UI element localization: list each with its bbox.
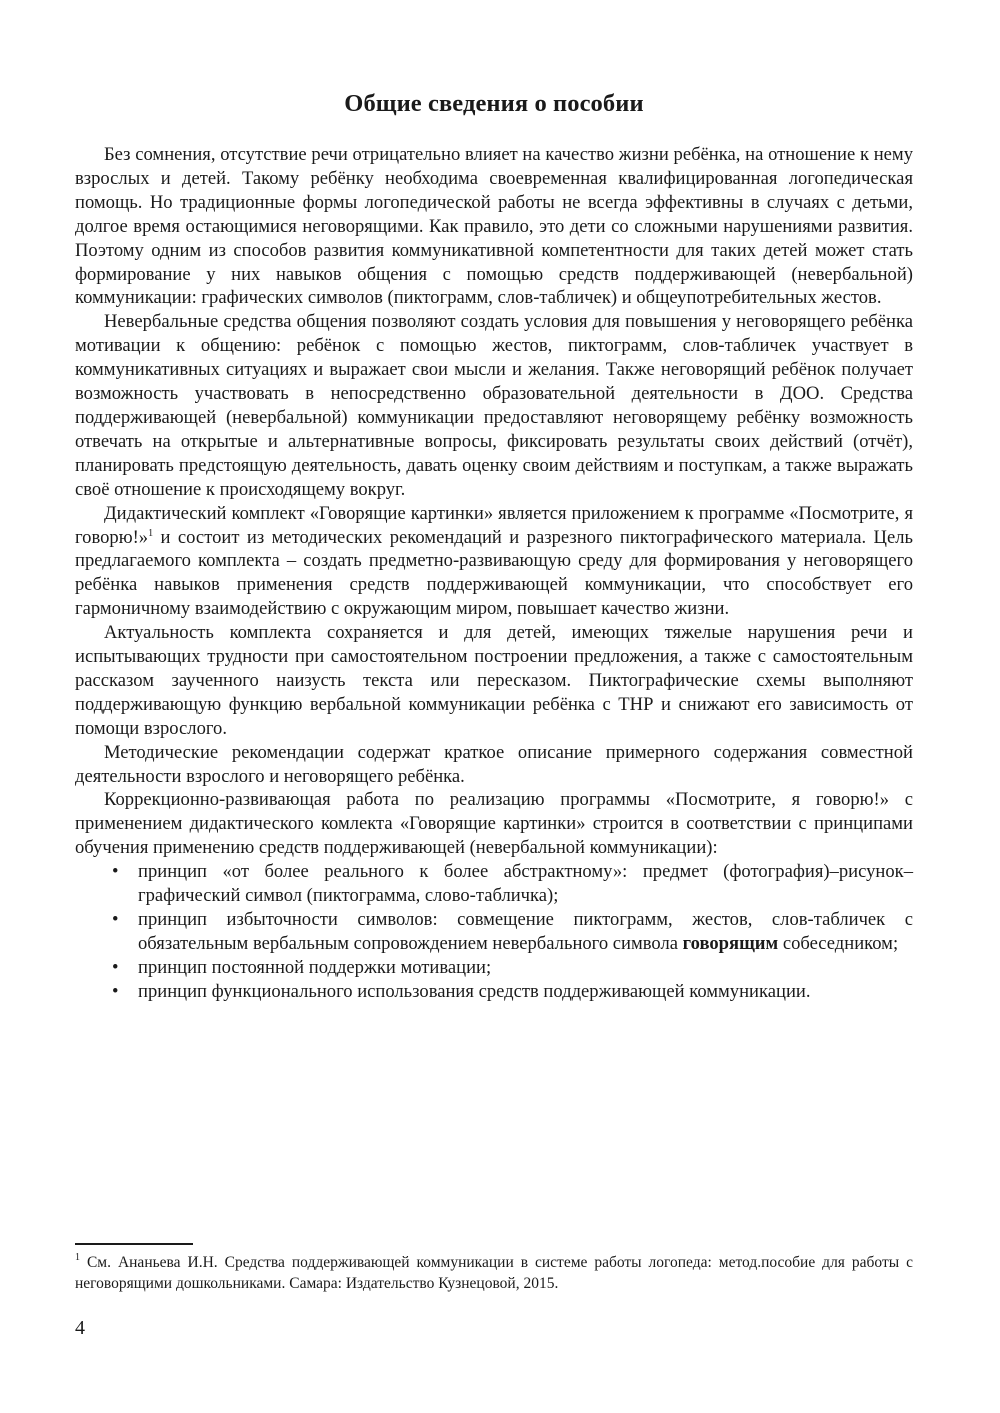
paragraph-kit-text-before: Дидактический комплект «Говорящие картинки» является приложением к программе «Посмотрите, я говорю!» [75,502,913,548]
list-item [75,860,913,908]
list-item [75,980,913,1004]
paragraph-principles-intro: Коррекционно-развивающая работа по реализацию программы «Посмотрите, я говорю!» с применением дидактического комлекта «Говорящие картинки» строится в соответствии с принципами обучения применению средств поддерживающей (невербальной коммуникации): [75,789,913,859]
paragraph-intro: Без сомнения, отсутствие речи отрицательно влияет на качество жизни ребёнка, на отношение к нему взрослых и детей. Такому ребёнку необходима своевременная квалифицированная логопедическая помощь. Но традиционные формы логопедической работы не всегда эффективны в случаях с детьми, долгое время остающимися неговорящими. Как правило, это дети со сложными нарушениями развития. Поэтому одним из способов развития коммуникативной компетентности для таких детей может стать формирование у них навыков общения с помощью средств поддерживающей (невербальной) коммуникации: графических символов (пиктограмм, слов-табличек) и общеупотребительных жестов. [75,144,913,309]
footnote [75,1252,913,1294]
footnote-reference[interactable]: 1 [148,527,154,539]
list-item-text: принцип «от более реального к более абстрактному»: предмет (фотография)–рисунок–графический символ (пиктограмма, слово-табличка); [138,861,913,907]
paragraph-kit [75,502,913,622]
list-item-bold-word: говорящим [682,932,779,954]
paragraph-nonverbal: Невербальные средства общения позволяют создать условия для повышения у неговорящего ребёнка мотивации к общению: ребёнок с помощью жестов, пиктограмм, слов-табличек участвует в коммуникативных ситуациях и выражает свои мысли и желания. Также неговорящий ребёнок получает возможность участвовать в непосредственно образовательной деятельности в ДОО. Средства поддерживающей (невербальной) коммуникации предоставляют неговорящему ребёнку возможность отвечать на открытые и альтернативные вопросы, фиксировать результаты своих действий (отчёт), планировать предстоящую деятельность, давать оценку своим действиям и поступкам, а также выражать своё отношение к происходящему вокруг. [75,311,913,500]
principles-list [75,860,913,1003]
bullet-icon: • [112,909,119,930]
page-number: 4 [75,1317,85,1339]
list-item [75,908,913,956]
footnote-mark: 1 [75,1252,80,1263]
main-text [75,143,913,1004]
list-item-text-after: собеседником; [778,932,899,954]
bullet-icon: • [112,861,119,883]
paragraph-guidelines: Методические рекомендации содержат краткое описание примерного содержания совместной деятельности взрослого и неговорящего ребёнка. [75,741,913,787]
bullet-icon: • [112,980,119,1002]
footnote-divider [75,1243,193,1245]
paragraph-relevance: Актуальность комплекта сохраняется и для детей, имеющих тяжелые нарушения речи и испытывающих трудности при самостоятельном построении предложения, а также с самостоятельным рассказом заученного наизусть текста или пересказом. Пиктографические схемы выполняют поддерживающую функцию вербальной коммуникации ребёнка с ТНР и снижают его зависимость от помощи взрослого. [75,622,913,739]
list-item-text: принцип постоянной поддержки мотивации; [138,956,492,978]
page-title: Общие сведения о пособии [344,90,644,117]
list-item-text: принцип функционального использования средств поддерживающей коммуникации. [138,980,811,1002]
list-item-text-before: принцип избыточности символов: совмещение пиктограмм, жестов, слов-табличек с обязательным вербальным сопровождением невербального символа [138,909,913,954]
footnote-text: См. Ананьева И.Н. Средства поддерживающей коммуникации в системе работы логопеда: метод.пособие для работы с неговорящими дошкольниками. Самара: Издательство Кузнецовой, 2015. [75,1254,913,1292]
list-item [75,956,913,980]
bullet-icon: • [112,956,119,978]
paragraph-kit-text-after: и состоит из методических рекомендаций и разрезного пиктографического материала. Цель предлагаемого комплекта – создать предметно-развивающую среду для формирования у неговорящего ребёнка навыков применения средств поддерживающей коммуникации, что способствует его гармоничному взаимодействию с окружающим миром, повышает качество жизни. [75,526,913,620]
